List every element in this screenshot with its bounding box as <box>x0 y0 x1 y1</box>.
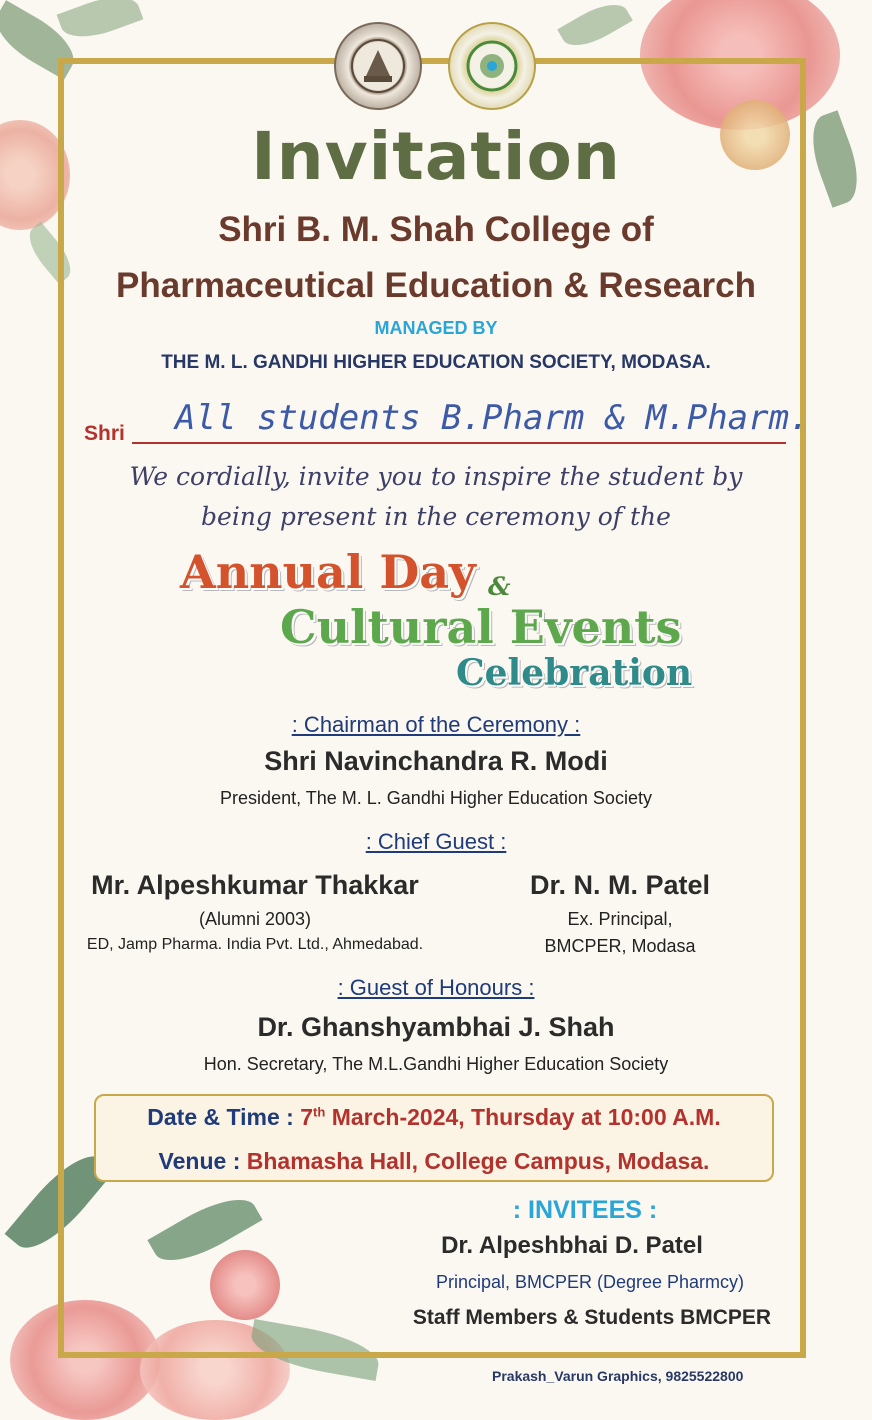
venue-label: Venue : <box>158 1148 241 1174</box>
crest-emblem-icon <box>336 24 420 108</box>
college-crest-logo <box>334 22 422 110</box>
guest-of-honours-name: Dr. Ghanshyambhai J. Shah <box>257 1012 615 1042</box>
college-name-line2: Pharmaceutical Education & Research <box>116 266 756 305</box>
chief-guest-heading: : Chief Guest : <box>365 829 507 854</box>
date-day: 7 <box>300 1104 314 1130</box>
society-emblem-icon <box>450 24 534 108</box>
chairman-role: President, The M. L. Gandhi Higher Education Society <box>220 788 652 808</box>
chief-guest-1-name: Mr. Alpeshkumar Thakkar <box>91 870 419 900</box>
event-title-celebration: Celebration <box>456 652 693 694</box>
invitees-staff: Staff Members & Students BMCPER <box>412 1306 772 1329</box>
invitation-text-line1: We cordially, invite you to inspire the student by <box>129 462 743 491</box>
event-title-ampersand: & <box>488 572 511 601</box>
guest-of-honours-role: Hon. Secretary, The M.L.Gandhi Higher Education Society <box>203 1054 669 1074</box>
invitee-name: Dr. Alpeshbhai D. Patel <box>441 1232 703 1259</box>
addressee-underline <box>132 442 786 444</box>
date-value: March-2024, Thursday at 10:00 A.M. <box>331 1104 721 1130</box>
event-title-cultural-events: Cultural Events <box>280 600 682 654</box>
chief-guest-2-detail: Ex. Principal, <box>567 909 673 929</box>
chief-guest-1 <box>60 870 450 954</box>
invitation-title: Invitation <box>251 118 621 195</box>
society-emblem-logo <box>448 22 536 110</box>
invitees-heading: : INVITEES : <box>512 1196 658 1224</box>
chief-guest-2-name: Dr. N. M. Patel <box>529 870 711 900</box>
invitation-text-line2: being present in the ceremony of the <box>201 502 671 531</box>
chairman-name: Shri Navinchandra R. Modi <box>264 746 608 776</box>
addressee-label: Shri <box>84 422 125 445</box>
chief-guest-2-designation: BMCPER, Modasa <box>544 936 696 956</box>
venue-value: Bhamasha Hall, College Campus, Modasa. <box>246 1148 710 1174</box>
invitee-role: Principal, BMCPER (Degree Pharmcy) <box>435 1272 745 1292</box>
society-name: THE M. L. GANDHI HIGHER EDUCATION SOCIETY, MODASA. <box>161 352 711 373</box>
guest-of-honours-heading: : Guest of Honours : <box>337 975 535 1000</box>
venue-line <box>96 1148 772 1175</box>
chief-guest-2 <box>490 870 750 957</box>
date-time-line <box>96 1104 772 1131</box>
chief-guest-1-detail: (Alumni 2003) <box>198 909 312 929</box>
college-name-line1: Shri B. M. Shah College of <box>218 210 654 249</box>
date-suffix: th <box>313 1104 326 1120</box>
event-title-annual-day: Annual Day <box>180 545 476 599</box>
schedule-box <box>94 1094 774 1182</box>
chief-guest-1-designation: ED, Jamp Pharma. India Pvt. Ltd., Ahmedabad. <box>86 936 424 953</box>
chairman-heading: : Chairman of the Ceremony : <box>291 712 581 737</box>
managed-by-label: MANAGED BY <box>374 318 498 338</box>
date-label: Date & Time : <box>147 1104 294 1130</box>
printer-credit: Prakash_Varun Graphics, 9825522800 <box>492 1368 744 1384</box>
handwritten-addressee: All students B.Pharm & M.Pharm. <box>175 398 810 438</box>
